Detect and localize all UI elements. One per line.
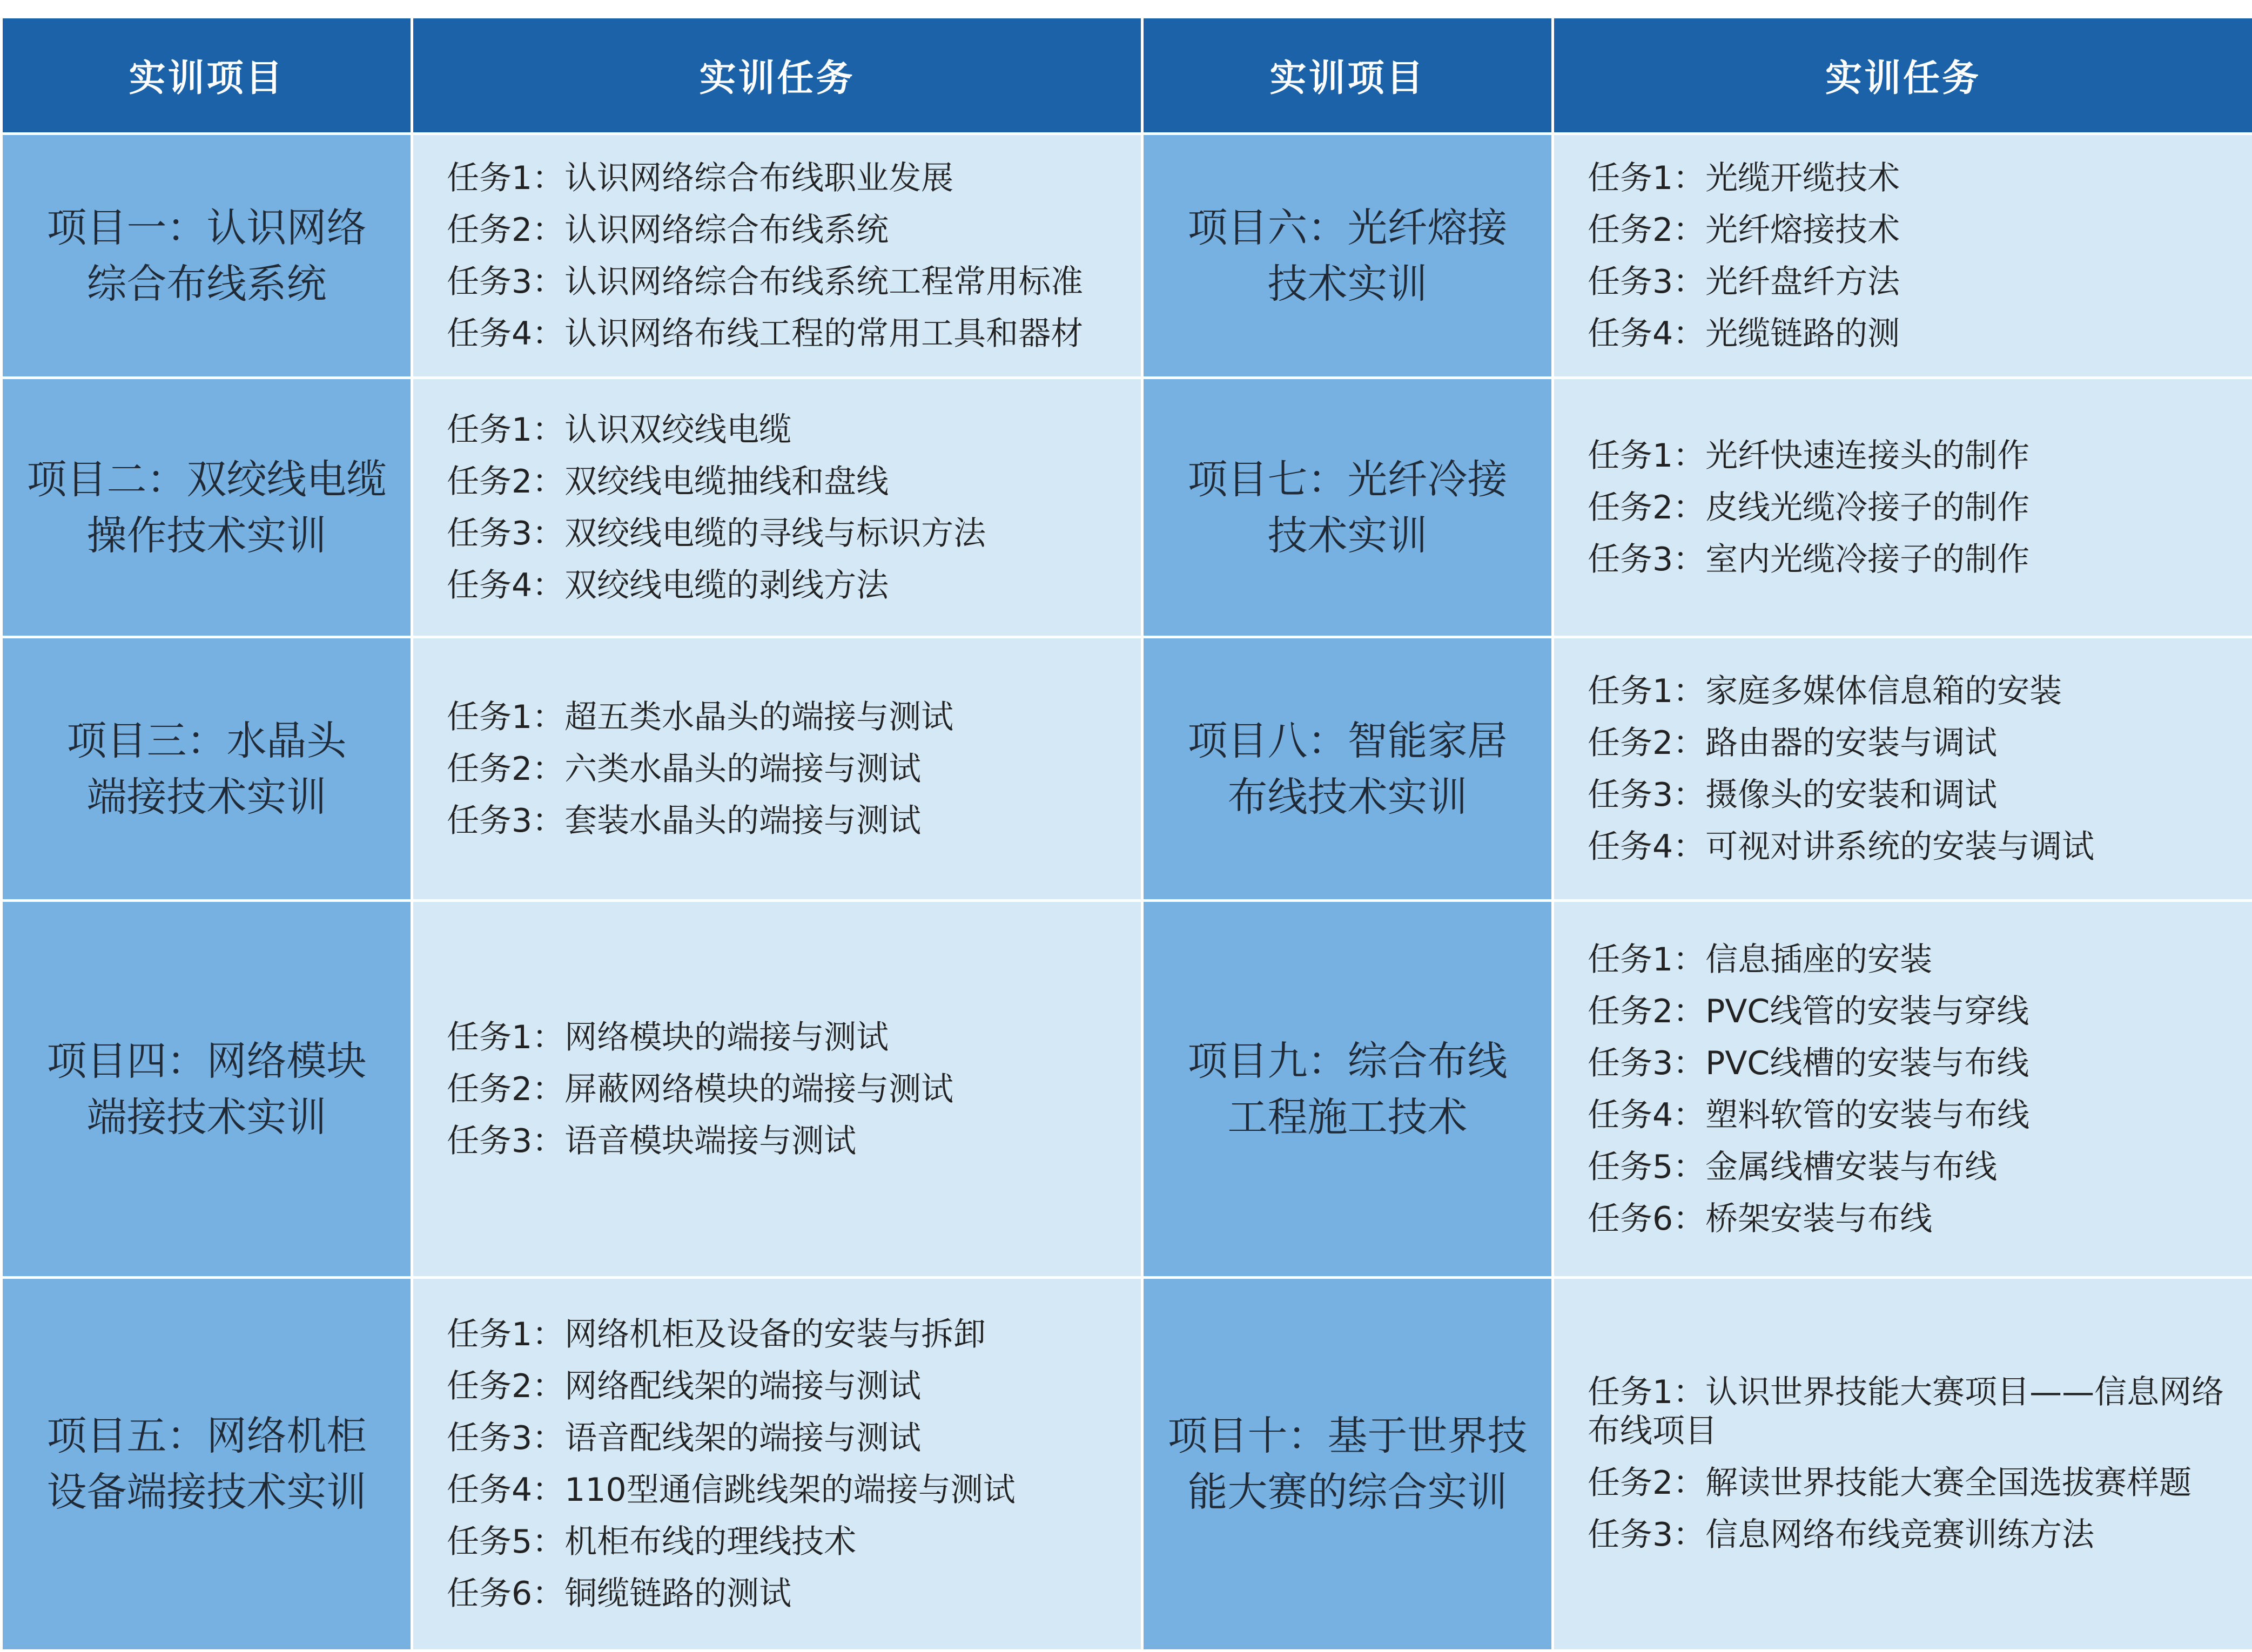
task-item: 任务2：认识网络综合布线系统	[447, 204, 1119, 256]
task-list-cell	[1553, 1278, 2252, 1651]
project-cell	[2, 134, 412, 378]
task-item: 任务3：室内光缆冷接子的制作	[1588, 534, 2230, 585]
task-item: 任务2：光纤熔接技术	[1588, 204, 2230, 256]
training-plan-table	[0, 16, 2252, 1652]
task-list-cell	[412, 378, 1142, 637]
project-cell	[1142, 1278, 1553, 1651]
task-item: 任务1：家庭多媒体信息箱的安装	[1588, 665, 2230, 717]
task-item: 任务2：PVC线管的安装与穿线	[1588, 986, 2230, 1037]
task-item: 任务3：信息网络布线竞赛训练方法	[1588, 1509, 2230, 1561]
table-header-row	[2, 17, 2252, 134]
task-item: 任务1：光纤快速连接头的制作	[1588, 430, 2230, 482]
table-row	[2, 901, 2252, 1278]
table-row	[2, 1278, 2252, 1651]
table-row	[2, 637, 2252, 901]
task-item: 任务2：解读世界技能大赛全国选拔赛样题	[1588, 1457, 2230, 1509]
project-name-line: 布线技术实训	[1160, 769, 1535, 825]
task-item: 任务3：双绞线电缆的寻线与标识方法	[447, 508, 1119, 559]
task-item: 任务3：语音配线架的端接与测试	[447, 1412, 1119, 1464]
project-name-line: 技术实训	[1160, 508, 1535, 564]
task-list-cell	[412, 901, 1142, 1278]
task-list-cell	[412, 637, 1142, 901]
project-name-line: 项目九：综合布线	[1160, 1033, 1535, 1089]
project-name-line: 项目一：认识网络	[19, 200, 394, 256]
task-item: 任务1：认识双绞线电缆	[447, 404, 1119, 456]
project-cell	[1142, 637, 1553, 901]
task-item: 任务6：桥架安装与布线	[1588, 1193, 2230, 1245]
project-cell	[1142, 134, 1553, 378]
training-table-container	[0, 16, 2252, 1649]
task-list-cell	[1553, 378, 2252, 637]
task-list-cell	[412, 1278, 1142, 1651]
task-item: 任务6：铜缆链路的测试	[447, 1568, 1119, 1620]
project-cell	[2, 637, 412, 901]
task-item: 任务4：可视对讲系统的安装与调试	[1588, 821, 2230, 873]
task-item: 任务1：认识网络综合布线职业发展	[447, 152, 1119, 204]
task-list-cell	[1553, 134, 2252, 378]
project-name-line: 能大赛的综合实训	[1160, 1464, 1535, 1520]
task-item: 任务2：皮线光缆冷接子的制作	[1588, 482, 2230, 534]
table-row	[2, 134, 2252, 378]
task-list-cell	[1553, 901, 2252, 1278]
project-name-line: 项目三：水晶头	[19, 713, 394, 769]
task-item: 任务3：套装水晶头的端接与测试	[447, 795, 1119, 847]
project-name-line: 项目八：智能家居	[1160, 713, 1535, 769]
task-item: 任务4：塑料软管的安装与布线	[1588, 1089, 2230, 1141]
task-item: 任务3：光纤盘纤方法	[1588, 256, 2230, 308]
task-item: 任务4：双绞线电缆的剥线方法	[447, 559, 1119, 611]
project-name-line: 综合布线系统	[19, 256, 394, 312]
project-name-line: 项目七：光纤冷接	[1160, 451, 1535, 508]
project-cell	[2, 1278, 412, 1651]
task-item: 任务2：网络配线架的端接与测试	[447, 1360, 1119, 1412]
task-list-cell	[412, 134, 1142, 378]
project-name-line: 项目六：光纤熔接	[1160, 200, 1535, 256]
project-name-line: 项目二：双绞线电缆	[19, 451, 394, 508]
task-item: 任务1：网络机柜及设备的安装与拆卸	[447, 1309, 1119, 1360]
task-item: 任务5：机柜布线的理线技术	[447, 1516, 1119, 1568]
project-cell	[1142, 901, 1553, 1278]
header-task-left: 实训任务	[412, 17, 1142, 134]
project-name-line: 项目四：网络模块	[19, 1033, 394, 1089]
task-item: 任务4：认识网络布线工程的常用工具和器材	[447, 308, 1119, 360]
task-item: 任务4：110型通信跳线架的端接与测试	[447, 1464, 1119, 1516]
task-item: 任务3：语音模块端接与测试	[447, 1115, 1119, 1167]
task-item: 任务3：认识网络综合布线系统工程常用标准	[447, 256, 1119, 308]
task-item: 任务2：路由器的安装与调试	[1588, 717, 2230, 769]
task-item: 任务1：网络模块的端接与测试	[447, 1012, 1119, 1063]
project-name-line: 项目五：网络机柜	[19, 1408, 394, 1464]
task-item: 任务1：超五类水晶头的端接与测试	[447, 691, 1119, 743]
task-item: 任务4：光缆链路的测	[1588, 308, 2230, 360]
task-item: 任务1：认识世界技能大赛项目——信息网络布线项目	[1588, 1373, 2230, 1451]
task-item: 任务2：六类水晶头的端接与测试	[447, 743, 1119, 795]
header-task-right: 实训任务	[1553, 17, 2252, 134]
project-cell	[2, 378, 412, 637]
project-name-line: 设备端接技术实训	[19, 1464, 394, 1520]
header-project-right: 实训项目	[1142, 17, 1553, 134]
table-row	[2, 378, 2252, 637]
header-project-left: 实训项目	[2, 17, 412, 134]
project-name-line: 操作技术实训	[19, 508, 394, 564]
project-name-line: 端接技术实训	[19, 1089, 394, 1145]
task-item: 任务3：摄像头的安装和调试	[1588, 769, 2230, 821]
project-cell	[2, 901, 412, 1278]
project-name-line: 技术实训	[1160, 256, 1535, 312]
task-item: 任务1：光缆开缆技术	[1588, 152, 2230, 204]
project-name-line: 项目十：基于世界技	[1160, 1408, 1535, 1464]
project-name-line: 工程施工技术	[1160, 1089, 1535, 1145]
task-item: 任务2：双绞线电缆抽线和盘线	[447, 456, 1119, 508]
task-item: 任务2：屏蔽网络模块的端接与测试	[447, 1063, 1119, 1115]
task-item: 任务5：金属线槽安装与布线	[1588, 1141, 2230, 1193]
project-cell	[1142, 378, 1553, 637]
task-list-cell	[1553, 637, 2252, 901]
task-item: 任务3：PVC线槽的安装与布线	[1588, 1037, 2230, 1089]
project-name-line: 端接技术实训	[19, 769, 394, 825]
task-item: 任务1：信息插座的安装	[1588, 934, 2230, 986]
